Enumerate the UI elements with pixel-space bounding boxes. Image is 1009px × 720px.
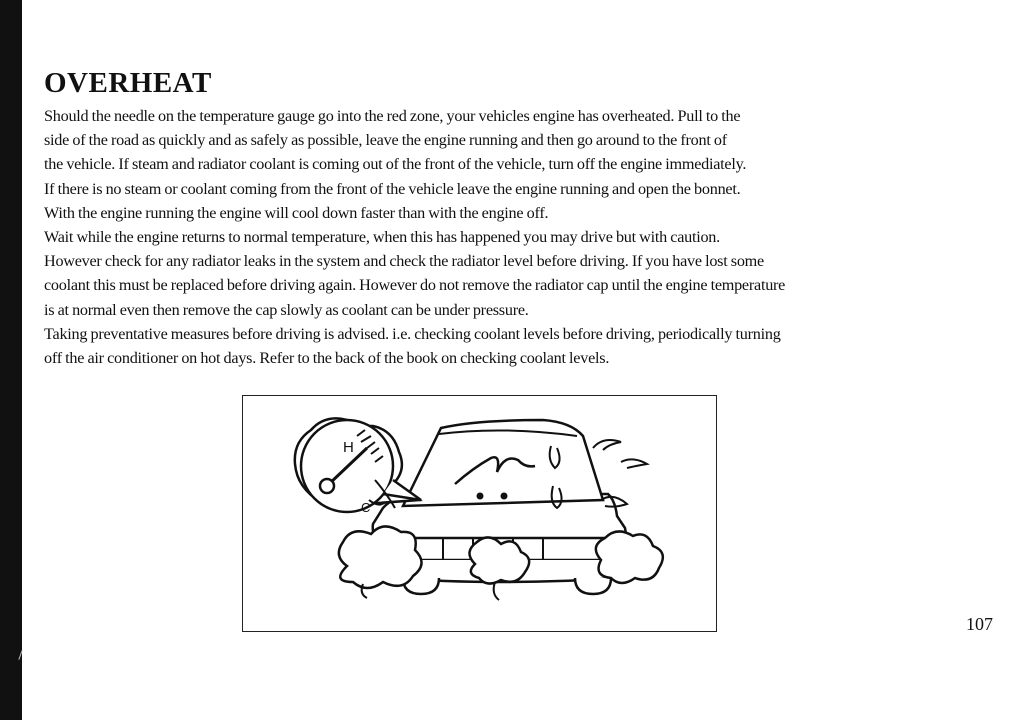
flying-sweat-drop (593, 440, 621, 450)
body-text (44, 104, 1009, 370)
body-line: Should the needle on the temperature gauge go into the red zone, your vehicles engine has overheated. Pull to the (44, 107, 741, 125)
right-wheel (575, 578, 611, 594)
overheating-car-illustration (242, 395, 717, 632)
body-line: off the air conditioner on hot days. Refer to the back of the book on checking coolant levels. (44, 349, 610, 368)
gauge-needle-pivot (320, 479, 334, 493)
body-line: If there is no steam or coolant coming from the front of the vehicle leave the engine running and open the bonnet. (44, 179, 741, 198)
body-line: However check for any radiator leaks in the system and check the radiator level before driving. If you have lost some (44, 252, 764, 271)
page-number: 107 (966, 614, 993, 634)
car-left-eye (477, 493, 484, 500)
flying-sweat-drop (621, 459, 647, 468)
body-line: the vehicle. If steam and radiator coolant is coming out of the front of the vehicle, turn off the engine immediately. (44, 155, 747, 174)
steam-cloud-left (339, 526, 422, 588)
body-line: is at normal even then remove the cap slowly as coolant can be under pressure. (44, 300, 529, 319)
body-line: side of the road as quickly and as safely as possible, leave the engine running and then go around to the front of (44, 131, 727, 150)
page-binding-edge (0, 0, 22, 720)
gauge-high-label: H (343, 439, 354, 456)
body-line: Wait while the engine returns to normal temperature, when this has happened you may drive but with caution. (44, 228, 720, 247)
car-right-eye (501, 493, 508, 500)
body-line: With the engine running the engine will cool down faster than with the engine off. (44, 203, 549, 222)
body-line: Taking preventative measures before driving is advised. i.e. checking coolant levels before driving, periodically turning (44, 324, 781, 343)
gauge-cold-label: C (361, 500, 371, 515)
steam-wisp (494, 582, 499, 600)
section-title: OVERHEAT (44, 67, 212, 99)
steam-cloud-right (596, 531, 663, 583)
body-line: coolant this must be replaced before driving again. However do not remove the radiator cap until the engine temperature (44, 276, 786, 295)
cartoon-car-drawing (243, 396, 715, 630)
